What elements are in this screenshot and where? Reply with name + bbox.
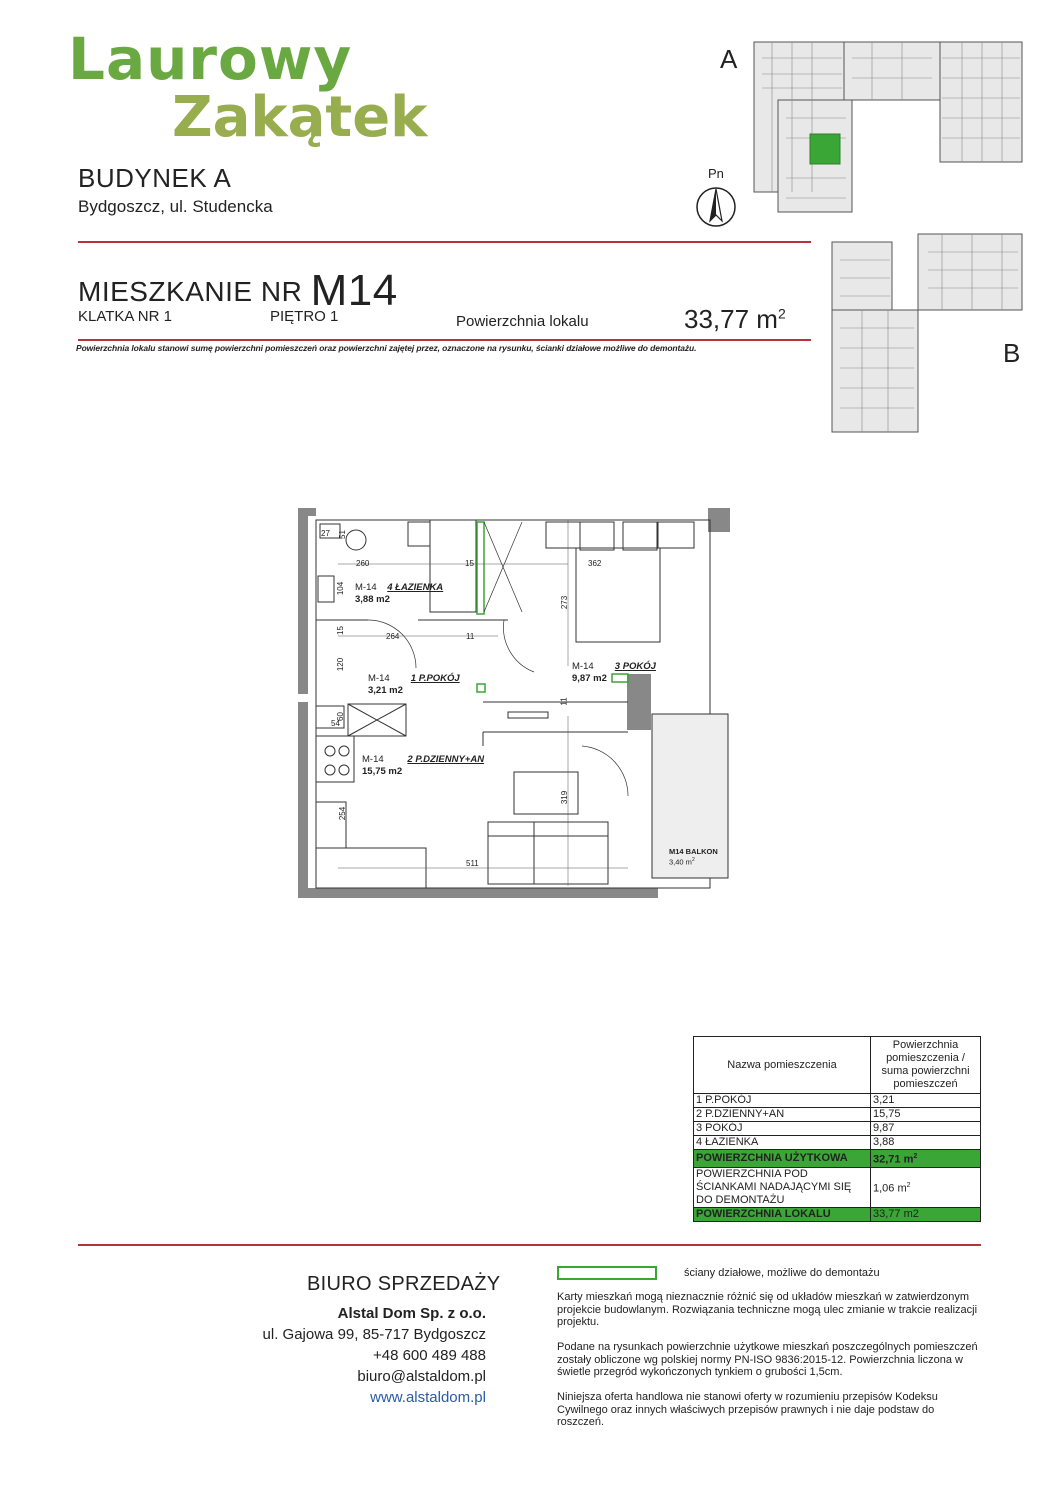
dim: 51 xyxy=(337,530,347,539)
room-label-bathroom: M-14 4 ŁAZIENKA 3,88 m2 xyxy=(355,582,444,605)
apartment-heading xyxy=(78,262,398,315)
apartment-number: M14 xyxy=(310,266,398,315)
dim: 11 xyxy=(466,632,475,641)
dim: 15 xyxy=(335,626,345,635)
north-arrow-icon xyxy=(694,185,742,233)
dim: 260 xyxy=(356,559,370,568)
room-label-room: M-14 3 POKÓJ 9,87 m2 xyxy=(572,661,656,684)
keyplan-letter-b: B xyxy=(1003,338,1021,368)
sales-website-link[interactable]: www.alstaldom.pl xyxy=(370,1389,486,1406)
area-note: Powierzchnia lokalu stanowi sumę powierzchni pomieszczeń oraz powierzchni zajętej przez, oznaczone na rysunku, ścianki działowe możliwe do demontażu. xyxy=(76,343,697,353)
dim: 511 xyxy=(466,859,479,868)
dim: 54 xyxy=(331,719,340,728)
legend-text: ściany działowe, możliwe do demontażu xyxy=(684,1267,880,1279)
dim: 264 xyxy=(386,632,400,641)
staircase: KLATKA NR 1 xyxy=(78,308,172,325)
floor: PIĘTRO 1 xyxy=(270,308,339,325)
keyplan-drawing xyxy=(752,38,1027,438)
table-row: 1 P.POKÓJ 3,21 xyxy=(694,1094,981,1108)
logo-line-2: Zakątek xyxy=(172,85,428,150)
sales-email[interactable]: biuro@alstaldom.pl xyxy=(357,1368,486,1385)
apartment-label: MIESZKANIE NR xyxy=(78,276,303,307)
building-title: BUDYNEK A xyxy=(78,163,232,193)
dim: 15 xyxy=(465,559,474,568)
divider-mid xyxy=(78,339,811,341)
divider-top xyxy=(78,241,811,243)
sales-company: Alstal Dom Sp. z o.o. xyxy=(337,1305,486,1322)
logo-line-1: Laurowy xyxy=(68,25,353,93)
dim: 27 xyxy=(321,529,330,538)
dim: 319 xyxy=(560,790,570,805)
table-row-total: POWIERZCHNIA LOKALU 33,77 m2 xyxy=(694,1207,981,1221)
dim: 254 xyxy=(338,806,348,821)
sales-title: BIURO SPRZEDAŻY xyxy=(307,1273,501,1295)
dim: 273 xyxy=(560,595,570,610)
keyplan-highlight-m14 xyxy=(810,134,840,164)
room-label-hall: M-14 1 P.POKÓJ 3,21 m2 xyxy=(368,673,460,696)
table-row: 4 ŁAZIENKA 3,88 xyxy=(694,1136,981,1150)
area-table xyxy=(693,1036,981,1222)
table-row: 2 P.DZIENNY+AN 15,75 xyxy=(694,1108,981,1122)
dim: 104 xyxy=(336,581,346,596)
legend-swatch xyxy=(557,1266,657,1280)
north-label: Pn xyxy=(708,166,724,181)
disclaimer-3: Niniejsza oferta handlowa nie stanowi oferty w rozumieniu przepisów Kodeksu Cywilnego oraz innych właściwych przepisów prawnych i nie daje podstaw do roszczeń. xyxy=(557,1391,938,1428)
sales-address: ul. Gajowa 99, 85-717 Bydgoszcz xyxy=(262,1326,486,1343)
room-label-living: M-14 2 P.DZIENNY+AN 15,75 m2 xyxy=(362,754,485,777)
table-header-area: Powierzchnia pomieszczenia / suma powierzchni pomieszczeń xyxy=(871,1037,981,1094)
dim: 362 xyxy=(588,559,602,568)
building-address: Bydgoszcz, ul. Studencka xyxy=(78,197,273,216)
disclaimer-2: Podane na rysunkach powierzchnie użytkowe mieszkań poszczególnych pomieszczeń zostały obliczone wg polskiej normy PN-ISO 9836:2015-12. Powierzchnia liczona w świetle przegród wykończonych tynkiem o grubości 1,5cm. xyxy=(557,1341,978,1378)
area-value: 33,77 $m^2$ xyxy=(684,304,786,334)
table-row: 3 POKÓJ 9,87 xyxy=(694,1122,981,1136)
keyplan-letter-a: A xyxy=(720,44,738,74)
balcony-label: M14 BALKON 3,40 $m^2$ xyxy=(669,847,718,867)
table-row-usable: POWIERZCHNIA UŻYTKOWA 32,71 $m^2$ xyxy=(694,1150,981,1168)
dim: 11 xyxy=(559,697,569,706)
table-header-name: Nazwa pomieszczenia xyxy=(694,1037,871,1094)
sales-phone[interactable]: +48 600 489 488 xyxy=(372,1347,486,1364)
dim: 120 xyxy=(336,657,346,672)
table-row-walls: POWIERZCHNIA POD ŚCIANKAMI NADAJĄCYMI SIĘ DO DEMONTAŻU 1,06 $m^2$ xyxy=(694,1167,981,1207)
area-label: Powierzchnia lokalu xyxy=(456,313,589,330)
divider-bottom xyxy=(78,1244,981,1246)
disclaimer-1: Karty mieszkań mogą nieznacznie różnić się od układów mieszkań w zatwierdzonym projekcie budowlanym. Rozwiązania techniczne mogą ulec zmianie w trakcie realizacji projektu. xyxy=(557,1291,978,1328)
dim: 60 xyxy=(335,712,345,721)
